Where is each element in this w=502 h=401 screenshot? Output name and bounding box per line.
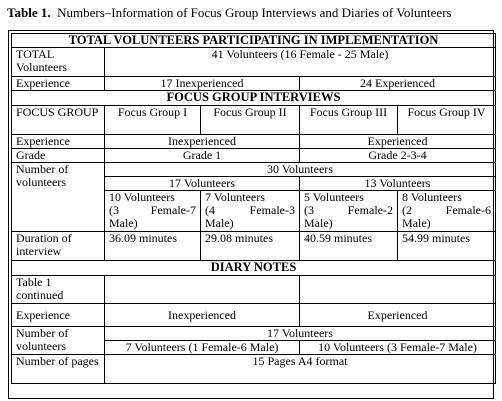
- group-breakdown: [201, 191, 300, 232]
- grade-label: Grade: [12, 149, 105, 163]
- table-row: [12, 304, 496, 327]
- focus-number-b: 13 Volunteers: [300, 177, 496, 191]
- duration-label: Duration of interview: [12, 232, 105, 261]
- grade-a: Grade 1: [105, 149, 300, 163]
- total-experienced: 24 Experienced: [300, 77, 496, 91]
- data-table: [11, 33, 496, 384]
- section-header-focus: FOCUS GROUP INTERVIEWS: [12, 91, 496, 106]
- breakdown-part: (3: [304, 203, 314, 217]
- table-caption: [7, 5, 452, 21]
- table-row: [12, 34, 496, 48]
- diary-number-total: 17 Volunteers: [105, 327, 496, 341]
- table-row: [12, 77, 496, 91]
- duration-value: 54.99 minutes: [398, 232, 496, 261]
- table-row: [12, 276, 496, 304]
- diary-experience-label: Experience: [12, 304, 105, 327]
- focus-number-a: 17 Volunteers: [105, 177, 300, 191]
- empty-cell: [105, 276, 300, 304]
- breakdown-part: Female-2: [347, 203, 393, 217]
- table-row: [12, 327, 496, 341]
- duration-value: 29.08 minutes: [201, 232, 300, 261]
- empty-cell: [300, 276, 496, 304]
- diary-number-label: Number of volunteers: [12, 327, 105, 355]
- duration-value: 40.59 minutes: [300, 232, 398, 261]
- focus-group-name: Focus Group I: [105, 106, 201, 135]
- pages-label: Number of pages: [12, 355, 105, 384]
- breakdown-part: (4: [205, 203, 215, 217]
- caption-text: Numbers–Information of Focus Group Interviews and Diaries of Volunteers: [57, 5, 452, 20]
- breakdown-part: Female-6: [445, 203, 491, 217]
- section-header-total: TOTAL VOLUNTEERS PARTICIPATING IN IMPLEMENTATION: [12, 34, 496, 48]
- diary-number-b: 10 Volunteers (3 Female-7 Male): [300, 341, 496, 355]
- group-breakdown: [300, 191, 398, 232]
- table-row: [12, 232, 496, 261]
- table-row: [12, 149, 496, 163]
- table-row: [12, 135, 496, 149]
- table-row: [12, 355, 496, 384]
- table-row: [12, 48, 496, 77]
- total-value: 41 Volunteers (16 Female - 25 Male): [105, 48, 496, 77]
- duration-value: 36.09 minutes: [105, 232, 201, 261]
- diary-experienced: Experienced: [300, 304, 496, 327]
- breakdown-line: 10 Volunteers: [109, 190, 175, 204]
- section-header-diary: DIARY NOTES: [12, 261, 496, 276]
- focus-group-name: Focus Group III: [300, 106, 398, 135]
- breakdown-line: Male): [402, 216, 431, 230]
- table-row: [12, 261, 496, 276]
- continued-label: Table 1 continued: [12, 276, 105, 304]
- group-breakdown: [105, 191, 201, 232]
- breakdown-line: Male): [205, 216, 234, 230]
- diary-number-a: 7 Volunteers (1 Female-6 Male): [105, 341, 300, 355]
- breakdown-part: (2: [402, 203, 412, 217]
- pages-value: 15 Pages A4 format: [105, 355, 496, 384]
- breakdown-part: Female-7: [150, 203, 196, 217]
- diary-inexperienced: Inexperienced: [105, 304, 300, 327]
- grade-b: Grade 2-3-4: [300, 149, 496, 163]
- total-inexperienced: 17 Inexperienced: [105, 77, 300, 91]
- breakdown-line: 7 Volunteers: [205, 190, 265, 204]
- breakdown-line: Male): [304, 216, 333, 230]
- table-row: [12, 91, 496, 106]
- focus-group-label: FOCUS GROUP: [12, 106, 105, 135]
- breakdown-line: 5 Volunteers: [304, 190, 364, 204]
- focus-number-label: Number of volunteers: [12, 163, 105, 232]
- table-row: [12, 163, 496, 177]
- focus-group-name: Focus Group IV: [398, 106, 496, 135]
- focus-number-total: 30 Volunteers: [105, 163, 496, 177]
- focus-inexperienced: Inexperienced: [105, 135, 300, 149]
- total-experience-label: Experience: [12, 77, 105, 91]
- focus-group-name: Focus Group II: [201, 106, 300, 135]
- breakdown-part: Female-3: [249, 203, 295, 217]
- focus-experience-label: Experience: [12, 135, 105, 149]
- caption-label: Table 1.: [7, 5, 51, 20]
- focus-experienced: Experienced: [300, 135, 496, 149]
- table-row: [12, 106, 496, 135]
- breakdown-line: 8 Volunteers: [402, 190, 462, 204]
- group-breakdown: [398, 191, 496, 232]
- total-label: TOTAL Volunteers: [12, 48, 105, 77]
- breakdown-part: (3: [109, 203, 119, 217]
- breakdown-line: Male): [109, 216, 138, 230]
